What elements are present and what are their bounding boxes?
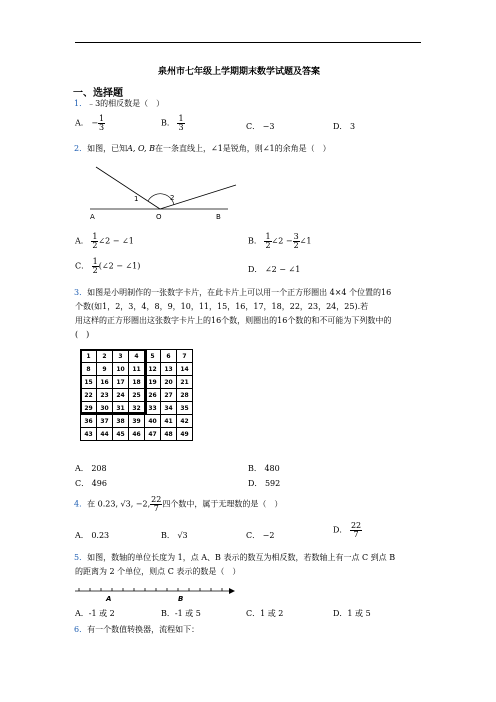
grid-cell: 2: [97, 350, 113, 363]
option-value: −3: [262, 122, 275, 131]
question-text: 如图，已知: [87, 144, 128, 153]
section-heading: 一、选择题: [73, 88, 123, 99]
arrow-icon: [229, 588, 235, 594]
option-value: 496: [91, 479, 107, 488]
grid-cell: 29: [81, 402, 97, 415]
grid-cell: 35: [177, 402, 193, 415]
ray-1: [96, 167, 160, 209]
q2-angle-figure: [88, 163, 238, 221]
label-angle-1: 1: [134, 195, 139, 203]
label-b: B: [216, 213, 221, 221]
option-label: B．: [248, 236, 262, 246]
q5-option-d: D．1 或 5: [333, 609, 371, 618]
option-label: B．: [161, 531, 175, 540]
question-text: ∠1的余角是（ ）: [262, 144, 331, 153]
q4-option-a: [75, 530, 109, 541]
question-number: 6．: [74, 625, 88, 634]
fraction: [177, 115, 184, 132]
grid-cell: 15: [81, 376, 97, 389]
grid-cell: 40: [145, 415, 161, 428]
option-value: √3: [177, 531, 188, 540]
q2-option-c: [75, 258, 140, 275]
option-label: A．: [75, 236, 89, 246]
option-label: D．: [333, 525, 348, 535]
question-2-stem: [74, 143, 331, 154]
question-3-line-4: ( ): [75, 330, 90, 339]
grid-cell: 22: [81, 389, 97, 402]
numerator: 22: [350, 521, 362, 530]
option-value: (∠2 − ∠1): [98, 261, 141, 271]
grid-cell: 3: [113, 350, 129, 363]
question-text: 在 0.23, √3, −2,: [87, 499, 151, 509]
grid-cell: 4: [129, 350, 145, 363]
grid-cell: 11: [129, 363, 145, 376]
grid-cell: 12: [145, 363, 161, 376]
q3-option-b: [248, 463, 280, 474]
grid-cell: 44: [97, 428, 113, 441]
grid-body: [81, 350, 193, 441]
grid-cell: 31: [113, 402, 129, 415]
question-text: 四个数中，属于无理数的是（ ）: [162, 499, 283, 509]
option-label: C．: [246, 122, 261, 131]
question-6-stem: [74, 624, 199, 635]
question-number: 3．: [74, 288, 88, 297]
question-3-line-3: 用这样的正方形圈出这张数字卡片上的16个数，则圈出的16个数的和不可能为下列数中的: [75, 316, 392, 325]
grid-cell: 41: [161, 415, 177, 428]
grid-cell: 9: [97, 363, 113, 376]
grid-cell: 7: [177, 350, 193, 363]
q1-option-a: [75, 115, 105, 132]
option-label: A．: [75, 531, 89, 540]
grid-row: [81, 415, 193, 428]
option-value: 592: [264, 479, 281, 488]
grid-cell: 10: [113, 363, 129, 376]
question-number: 5．: [74, 553, 88, 562]
numerator: 1: [178, 114, 184, 123]
denominator: 7: [353, 530, 359, 539]
q3-option-d: [248, 478, 280, 489]
grid-row: [81, 376, 193, 389]
q2-option-a: [75, 233, 134, 250]
grid-cell: 32: [129, 402, 145, 415]
option-label: C．: [75, 261, 90, 271]
grid-row: [81, 402, 193, 415]
option-label: D．: [248, 265, 263, 274]
grid-cell: 26: [145, 389, 161, 402]
fraction: [293, 233, 300, 250]
header-rule: [75, 42, 421, 43]
option-value: ∠2 − ∠1: [264, 265, 301, 274]
grid-cell: 46: [129, 428, 145, 441]
tick-marks: [79, 588, 222, 591]
grid-cell: 48: [161, 428, 177, 441]
question-text: 如图，数轴的单位长度为 1，点 A、B 表示的数互为相反数，若数轴上有一点 C 到点 B: [87, 553, 396, 562]
points-label: A, O, B: [127, 144, 156, 153]
question-text: ∠1是锐角，则: [211, 144, 263, 153]
fraction: [150, 496, 162, 513]
q3-option-c: [75, 478, 107, 489]
option-value: −2: [262, 531, 275, 540]
q4-option-b: [161, 530, 188, 541]
grid-cell: 18: [129, 376, 145, 389]
q2-option-b: [248, 233, 311, 250]
grid-row: [81, 428, 193, 441]
numerator: 1: [265, 232, 271, 241]
question-number: 1．: [74, 99, 88, 108]
question-5-line-1: [74, 552, 395, 563]
q4-option-d: [333, 522, 362, 539]
question-text: 如图是小明制作的一张数字卡片，在此卡片上可以用一个正方形圈出 4×4 个位置的16: [87, 288, 392, 297]
option-value: ∠2 −: [271, 236, 293, 246]
option-label: B．: [161, 118, 175, 128]
grid-cell: 25: [129, 389, 145, 402]
grid-cell: 16: [97, 376, 113, 389]
denominator: 2: [92, 266, 98, 275]
question-number: 4．: [74, 499, 88, 509]
option-label: C．: [246, 531, 261, 540]
fraction: [350, 522, 362, 539]
grid-cell: 42: [177, 415, 193, 428]
denominator: 3: [99, 123, 105, 132]
option-label: B．: [248, 464, 262, 473]
grid-cell: 39: [129, 415, 145, 428]
grid-cell: 28: [177, 389, 193, 402]
question-text: ﹣3的相反数是（ ）: [87, 99, 165, 108]
grid-cell: 49: [177, 428, 193, 441]
grid-cell: 21: [177, 376, 193, 389]
numerator: 1: [92, 232, 98, 241]
grid-row: [81, 389, 193, 402]
grid-cell: 19: [145, 376, 161, 389]
grid-cell: 30: [97, 402, 113, 415]
grid-cell: 45: [113, 428, 129, 441]
question-5-line-2: 的距离为 2 个单位，则点 C 表示的数是（ ）: [75, 567, 241, 576]
label-a: A: [90, 213, 95, 221]
q5-option-b: B．-1 或 5: [161, 609, 201, 618]
numerator: 1: [99, 114, 105, 123]
grid-row: [81, 363, 193, 376]
q5-option-a: A．-1 或 2: [75, 609, 115, 618]
page-title: 泉州市七年级上学期期末数学试题及答案: [158, 67, 321, 77]
denominator: 7: [153, 504, 159, 513]
grid-cell: 1: [81, 350, 97, 363]
grid-cell: 47: [145, 428, 161, 441]
fraction: [92, 258, 99, 275]
grid-cell: 36: [81, 415, 97, 428]
q2-option-d: [248, 264, 300, 275]
option-value: 0.23: [91, 531, 110, 540]
q1-option-d: [333, 121, 355, 132]
grid-cell: 33: [145, 402, 161, 415]
fraction: [98, 115, 105, 132]
question-number: 2．: [74, 144, 88, 153]
denominator: 2: [92, 241, 98, 250]
option-value: ∠2 − ∠1: [98, 236, 134, 246]
q1-option-b: [161, 115, 185, 132]
grid-cell: 27: [161, 389, 177, 402]
grid-cell: 6: [161, 350, 177, 363]
option-label: A．: [75, 118, 89, 128]
grid-cell: 20: [161, 376, 177, 389]
numerator: 3: [293, 232, 299, 241]
numerator: 22: [151, 495, 162, 504]
grid-cell: 38: [113, 415, 129, 428]
number-card-grid: [80, 349, 193, 441]
grid-row: [81, 350, 193, 363]
grid-cell: 43: [81, 428, 97, 441]
grid-cell: 23: [97, 389, 113, 402]
label-a: A: [106, 595, 112, 602]
option-label: D．: [333, 122, 348, 131]
denominator: 2: [293, 241, 299, 250]
question-4-stem: [74, 496, 282, 513]
question-3-line-2: 个数(如1，2，3，4，8，9，10，11，15，16，17，18，22，23，24，25).若: [75, 302, 369, 311]
grid-cell: 14: [177, 363, 193, 376]
q1-option-c: [246, 121, 274, 132]
q5-option-c: C．1 或 2: [246, 609, 284, 618]
number-line: [75, 586, 235, 602]
denominator: 2: [265, 241, 271, 250]
q3-option-a: [75, 463, 107, 474]
fraction: [264, 233, 271, 250]
option-value: ∠1: [299, 236, 312, 246]
option-label: C．: [75, 479, 90, 488]
label-b: B: [178, 595, 184, 602]
option-value: 480: [264, 464, 280, 473]
grid-cell: 17: [113, 376, 129, 389]
grid-cell: 34: [161, 402, 177, 415]
option-value: 208: [91, 464, 107, 473]
label-angle-2: 2: [170, 194, 175, 202]
option-value: 3: [349, 122, 356, 131]
grid-cell: 37: [97, 415, 113, 428]
grid-cell: 13: [161, 363, 177, 376]
option-label: A．: [75, 464, 89, 473]
grid-cell: 8: [81, 363, 97, 376]
q4-option-c: [246, 530, 274, 541]
grid-cell: 5: [145, 350, 161, 363]
question-text: 有一个数值转换器，流程如下：: [87, 625, 200, 634]
label-o: O: [156, 213, 162, 221]
denominator: 3: [178, 123, 184, 132]
minus-sign: −: [91, 118, 99, 128]
numerator: 1: [92, 257, 98, 266]
option-label: D．: [248, 479, 263, 488]
question-text: 在一条直线上，: [155, 144, 212, 153]
question-3-line-1: [74, 287, 391, 298]
question-1-stem: [74, 98, 164, 109]
grid-cell: 24: [113, 389, 129, 402]
